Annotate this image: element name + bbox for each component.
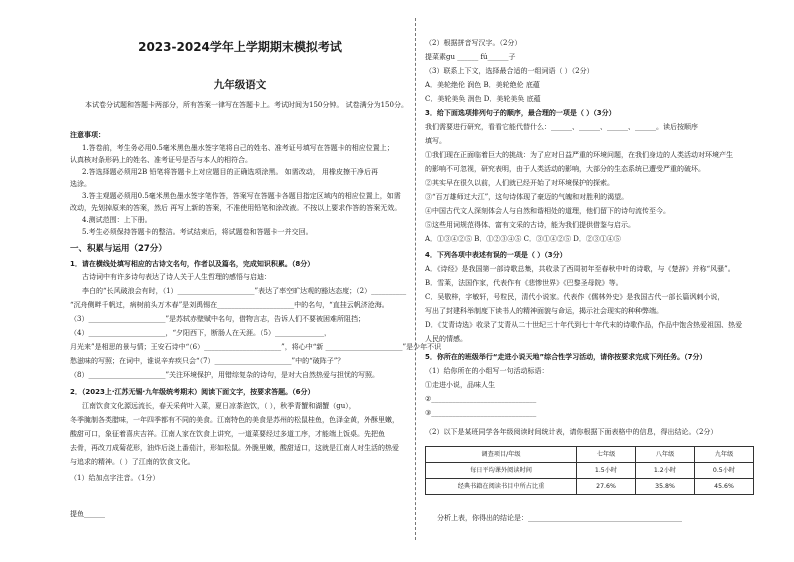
- table-cell: 35.8%: [636, 479, 695, 495]
- q2-line: 与追求的精神。（ ）了江南的饮食文化。: [70, 458, 195, 466]
- q3-options: A．①③④②⑤ B．①②③④⑤ C．③①④②⑤ D．②③①④⑤: [425, 235, 621, 243]
- column-divider: [415, 18, 416, 540]
- conclusion-prompt[interactable]: 分析上表，你得出的结论是：____________________________________________: [437, 514, 682, 522]
- q1-line: 李白的“长风破浪会有时，（1）______________________”表达了率空旷达观的豁达态度；（2）__________: [82, 287, 407, 295]
- q1-line: “沉舟侧畔千帆过，病树前头万木春”是刘禹锡在______________________中的名句，“直挂云帆济沧海。: [70, 301, 389, 309]
- table-header-cell: 八年级: [636, 447, 695, 463]
- q4-line: D．《艾青诗选》收录了艾青从二十世纪三十年代到七十年代末的诗歌作品，作品中饱含热爱祖国、热爱: [425, 321, 743, 329]
- q4-line: C．吴敬梓，字敏轩，号粒民，清代小说家。代表作《儒林外史》是我国古代一部长篇讽刺小说，: [425, 293, 725, 301]
- table-cell: 经典书籍在阅读书目中所占比重: [426, 479, 577, 495]
- question-1-stem: 1．请在横线处填写相应的古诗文名句，作者以及篇名，完成知识积累。（8分）: [70, 260, 315, 268]
- q1-line: （4）______________________，“夕阳西下，断肠人在天涯。（5）______________，: [70, 329, 331, 337]
- q3-line: 的影响不可忽视，研究表明，由于人类活动的影响，大部分的生态系统已遭受严重的破坏。: [425, 165, 705, 173]
- q2-option-row: A．美轮绝伦 润色 B．美轮绝伦 底蕴: [425, 81, 540, 89]
- q2-sub2: （2）根据拼音写汉字。（2分）: [425, 39, 522, 47]
- instructions-heading: 注意事项：: [70, 131, 105, 139]
- q5-line: ①走进小说，品味人生: [425, 381, 495, 389]
- instruction-line: 选涂。: [70, 180, 91, 188]
- q5-answer-blank[interactable]: ②______________________________: [425, 395, 537, 403]
- table-header-cell: 九年级: [695, 447, 754, 463]
- q4-line: A．《诗经》是我国第一部诗歌总集，共收录了西周初年至春秋中叶的诗歌，与《楚辞》并称“风骚”。: [425, 265, 735, 273]
- q2-option-row: C．美轮美奂 润色 D．美轮美奂 底蕴: [425, 95, 541, 103]
- q2-line: 冬季腌制各类腊味，一年四季都有不同的美食。江南特色的美食是苏州的松鼠桂鱼，色泽金黄，外酥里嫩，: [70, 416, 399, 424]
- q1-line: 月光来”是相思的景与情；王安石诗中“（6）______________________”，将心中“新 ______________________”是少年不识: [70, 343, 442, 351]
- q1-line: 古诗词中有许多诗句表达了诗人关于人生哲理的感悟与启迪：: [82, 273, 271, 281]
- q3-line: 我们需要进行研究，看看它能代替什么：______、______、______、______。读后按顺序: [425, 123, 698, 131]
- instruction-line: 2.答选择题必须用2B 铅笔将答题卡上对应题目的正确选项涂黑。 如需改动， 用橡皮擦干净后再: [82, 168, 378, 176]
- q2-sub1: （1）给加点字注音。（1分）: [70, 474, 160, 482]
- table-row: [426, 479, 754, 495]
- table-row: [426, 463, 754, 479]
- section-title: 一、积累与运用（27分）: [70, 244, 167, 254]
- q5-line: （2）以下是某班同学各年级阅读时间统计表，请你根据下面表格中的信息，得出结论。（2分）: [425, 428, 718, 436]
- table-cell: 每日平均课外阅读时间: [426, 463, 577, 479]
- q3-line: ③“百万雄师过大江”，这句诗体现了豪迈的气魄和对胜利的渴望。: [425, 193, 629, 201]
- table-header-cell: 调查项目/年级: [426, 447, 577, 463]
- instruction-line: 改动，先划掉原来的答案，然后 再写上新的答案，不准使用铅笔和涂改液。不按以上要求作答的答案无效。: [70, 204, 402, 212]
- q3-line: ①我们现在正面临着巨大的挑战：为了应对日益严重的环境问题，在我们身边的人类活动对环境产生: [425, 151, 733, 159]
- instruction-line: 认真核对条形码上的姓名、准考证号是否与本人的相符合。: [70, 156, 252, 164]
- q4-line: 人民的情感。: [425, 335, 467, 343]
- q5-line: （1）给你所在的小组写一句活动标语：: [425, 367, 549, 375]
- q5-answer-blank[interactable]: ③______________________________: [425, 409, 537, 417]
- question-4-stem: 4．下列各项中表述有误的一项是（ ）（3分）: [425, 251, 567, 259]
- table-row: [426, 447, 754, 463]
- right-column: [425, 0, 755, 562]
- question-3-stem: 3．给下面选项排列句子的顺序，最合理的一项是（ ）（3分）: [425, 109, 616, 117]
- left-column: [70, 0, 442, 562]
- q2-line: 去骨，再改刀成菊花形，油炸后浇上番茄汁，形如松鼠。外脆里嫩，酸甜适口，这就是江南人对生活的热爱: [70, 444, 399, 452]
- table-cell: 1.5小时: [577, 463, 636, 479]
- survey-table: [425, 446, 754, 495]
- q1-line: （3）______________________”是苏轼赤壁赋中名句，借物言志，告诉人们不要被困难所阻挡；: [70, 315, 366, 323]
- exam-subject: 九年级语文: [213, 79, 267, 91]
- table-cell: 45.6%: [695, 479, 754, 495]
- instruction-line: 5.考生必须保持答题卡的整洁。考试结束后，将试题卷和答题卡一并交回。: [82, 228, 313, 236]
- question-5-stem: 5．你所在的班级举行“走进小说天地”综合性学习活动，请你按要求完成下列任务。（7分）: [425, 353, 707, 361]
- q2-line: 酸甜可口，象征着喜庆吉祥。江南人家在饮食上讲究，一道菜要经过多道工序，才能端上饭桌。先把鱼: [70, 430, 385, 438]
- table-cell: 27.6%: [577, 479, 636, 495]
- q3-line: ⑤这些用词规范得体、富有文采的古诗，能为我们提供借鉴与启示。: [425, 221, 635, 229]
- q2-sub3: （3）联系上下文，选择最合适的一组词语（ ）（2分）: [425, 67, 594, 75]
- instructions-intro: 本试卷分试题和答题卡两部分，所有答案一律写在答题卡上。考试时间为150分钟。 试卷满分为150分。: [85, 101, 408, 109]
- q2-line: 江南饮食文化源远流长，春天采荷叶入菜，夏日凉茶泡饮，（ ），秋季青蟹和湖蟹（gu），: [82, 402, 356, 410]
- q2-sub2-answer: 提菜素gu ______ fú______子: [425, 53, 516, 61]
- instruction-line: 3.答主观题必须用0.5毫米黑色墨水签字笔作答，答案写在答题卡各题目指定区域内的相应位置上，如需: [82, 192, 401, 200]
- q4-line: 写出了封建科举制度下读书人的精神面貌与命运，揭示社会现实的种种弊端。: [425, 307, 663, 315]
- q3-line: 填写。: [425, 137, 446, 145]
- question-2-stem: 2．（2023上·江苏无锡·九年级统考期末）阅读下面文字，按要求答题。（6分）: [70, 388, 315, 396]
- q3-line: ②其实早在很久以前，人们就已经开始了对环境保护的探索。: [425, 179, 614, 187]
- q4-line: B．雪莱，法国作家，代表作有《悲惨世界》《巴黎圣母院》等。: [425, 279, 623, 287]
- table-header-cell: 七年级: [577, 447, 636, 463]
- table-cell: 1.2小时: [636, 463, 695, 479]
- instruction-line: 4.测试范围：上下册。: [82, 216, 152, 224]
- q1-line: （8）______________________”关注环境保护，用错综复杂的诗句，是对大自然热爱与担忧的写照。: [70, 371, 380, 379]
- q3-line: ④中国古代文人深刻体会人与自然和谐相处的道理，他们留下的诗句流传至今。: [425, 207, 670, 215]
- q1-line: 愁滋味的写照；在词中，谁说辛弃疾只会“（7）______________________”中的“破阵子”？: [70, 357, 345, 365]
- instruction-line: 1.答卷前，考生务必用0.5毫米黑色墨水签字笔将自己的姓名、准考证号填写在答题卡的相应位置上；: [82, 144, 394, 152]
- exam-title: 2023-2024学年上学期期末模拟考试: [138, 40, 342, 54]
- table-cell: 0.5小时: [695, 463, 754, 479]
- q2-sub1-answer: 提鱼______: [70, 510, 105, 518]
